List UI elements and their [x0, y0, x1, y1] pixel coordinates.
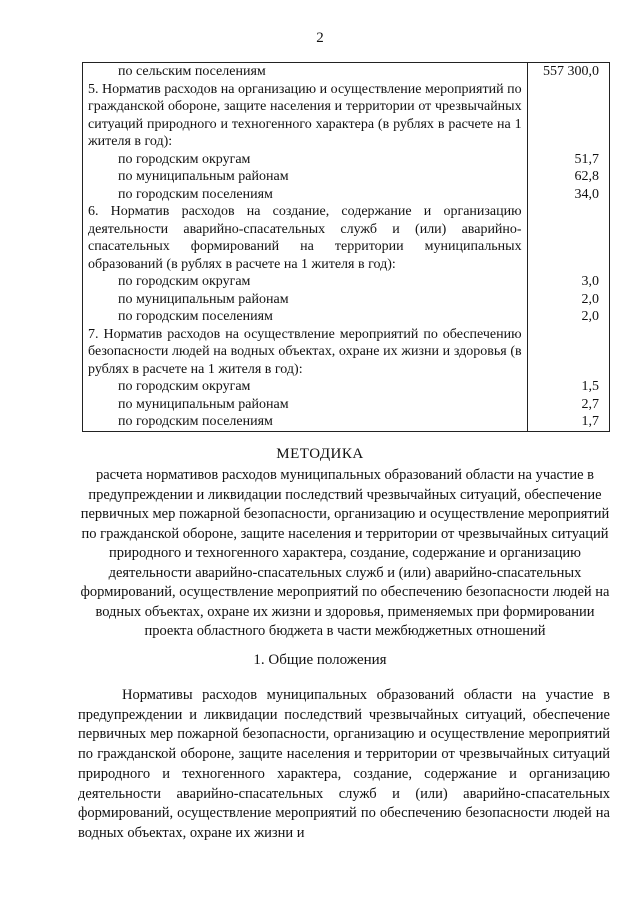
row-label: по муниципальным районам	[83, 168, 528, 186]
row-label: по городским поселениям	[83, 186, 528, 204]
row-value: 3,0	[527, 273, 609, 291]
row-value: 62,8	[527, 168, 609, 186]
methodology-title: МЕТОДИКА	[276, 446, 364, 462]
table-row	[83, 326, 610, 379]
row-value	[527, 326, 609, 379]
norm-description: 6. Норматив расходов на создание, содержание и организацию деятельности аварийно-спасательных служб и (или) аварийно-спасательных формирований на территории муниципальных образований (в рублях в расчете на 1 жителя в год):	[83, 203, 528, 273]
table-row	[83, 63, 610, 81]
row-label: по городским округам	[83, 273, 528, 291]
row-value: 2,0	[527, 308, 609, 326]
row-value	[527, 203, 609, 273]
table-row	[83, 308, 610, 326]
table-row	[83, 378, 610, 396]
row-value: 2,7	[527, 396, 609, 414]
row-value: 1,5	[527, 378, 609, 396]
page-number: 2	[316, 30, 324, 46]
table-row	[83, 186, 610, 204]
norms-table	[82, 62, 610, 432]
table-row	[83, 168, 610, 186]
body-paragraph: Нормативы расходов муниципальных образований области на участие в предупреждении и ликвидации последствий чрезвычайных ситуаций, обеспечение первичных мер пожарной безопасности, организацию и осуществление мероприятий по гражданской обороне, защите населения и территории от чрезвычайных ситуаций природного и техногенного характера, создание, содержание и организацию деятельности аварийно-спасательных служб и (или) аварийно-спасательных формирований, осуществление мероприятий по обеспечению безопасности людей на водных объектах, охране их жизни и	[78, 687, 610, 841]
row-label: по сельским поселениям	[83, 63, 528, 81]
methodology-subtitle: расчета нормативов расходов муниципальных образований области на участие в предупреждении и ликвидации последствий чрезвычайных ситуаций, обеспечение первичных мер пожарной безопасности, организацию и осуществление мероприятий по гражданской обороне, защите населения и территории от чрезвычайных ситуаций природного и техногенного характера, создание, содержание и организацию деятельности аварийно-спасательных служб и (или) аварийно-спасательных формирований, осуществление мероприятий по обеспечению безопасности людей на водных объектах, охране их жизни и здоровья, применяемых при формировании проекта областного бюджета в части межбюджетных отношений	[80, 467, 610, 639]
table-row	[83, 273, 610, 291]
row-value: 557 300,0	[527, 63, 609, 81]
table-row	[83, 291, 610, 309]
row-label: по муниципальным районам	[83, 291, 528, 309]
norm-description: 7. Норматив расходов на осуществление мероприятий по обеспечению безопасности людей на водных объектах, охране их жизни и здоровья (в рублях в расчете на 1 жителя в год):	[83, 326, 528, 379]
row-label: по городским округам	[83, 378, 528, 396]
row-value: 51,7	[527, 151, 609, 169]
row-label: по городским округам	[83, 151, 528, 169]
row-value: 1,7	[527, 413, 609, 431]
row-value: 2,0	[527, 291, 609, 309]
row-label: по городским поселениям	[83, 308, 528, 326]
table-row	[83, 203, 610, 273]
section-heading: 1. Общие положения	[253, 652, 387, 668]
row-label: по городским поселениям	[83, 413, 528, 431]
row-value: 34,0	[527, 186, 609, 204]
table-row	[83, 151, 610, 169]
norm-description: 5. Норматив расходов на организацию и осуществление мероприятий по гражданской обороне, защите населения и территории от чрезвычайных ситуаций природного и техногенного характера (в рублях в расчете на 1 жителя в год):	[83, 81, 528, 151]
row-label: по муниципальным районам	[83, 396, 528, 414]
table-row	[83, 413, 610, 431]
table-row	[83, 396, 610, 414]
row-value	[527, 81, 609, 151]
table-row	[83, 81, 610, 151]
